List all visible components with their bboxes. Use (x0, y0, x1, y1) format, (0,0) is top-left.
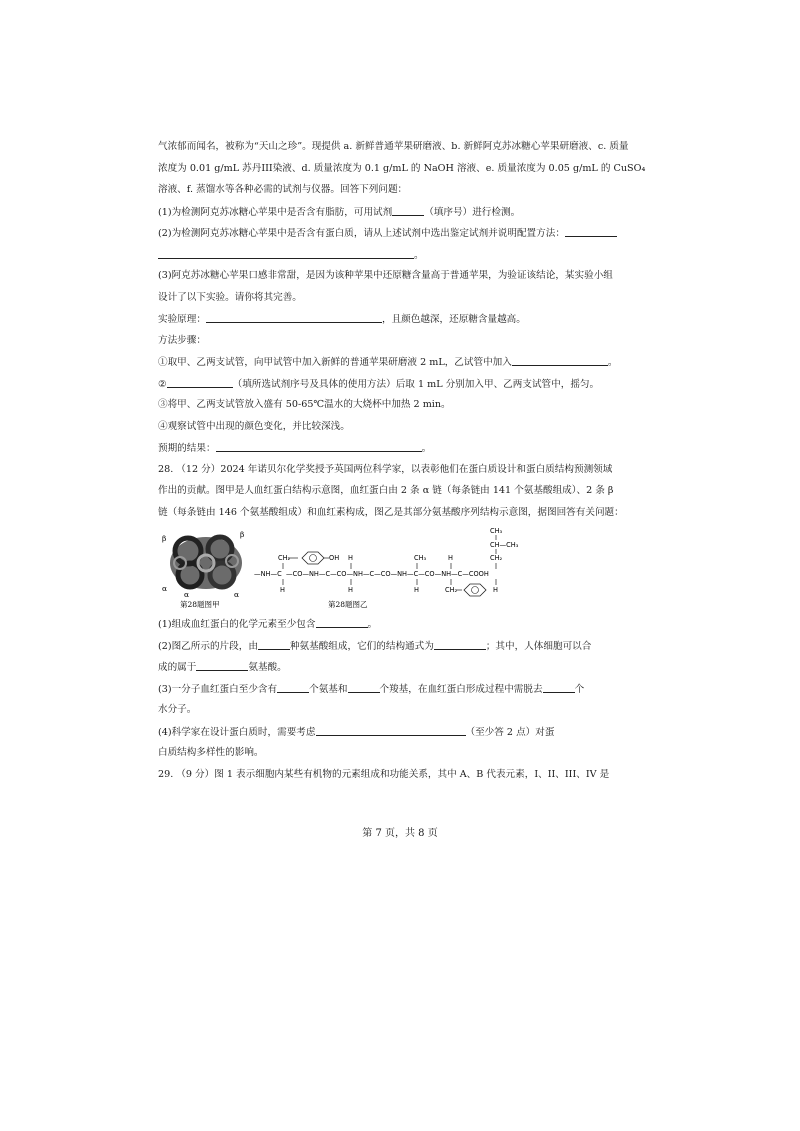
step2-after: （填所选试剂序号及具体的使用方法）后取 1 mL 分别加入甲、乙两支试管中，摇匀。 (232, 378, 600, 390)
page-footer: 第 7 页，共 8 页 (362, 828, 438, 839)
h-label: H (493, 586, 498, 594)
figure-28-svg (158, 527, 650, 609)
p2b-text-b: 氨基酸。 (248, 662, 287, 673)
ch-ch3-label: CH—CH₃ (490, 541, 519, 549)
ch3-label: CH₃ (490, 527, 503, 535)
p2-text-a: (2)图乙所示的片段，由 (158, 640, 258, 652)
alpha-label: α (234, 590, 240, 599)
caption-figure-b: 第28题图乙 (328, 600, 368, 609)
p3-text-b: 个氨基和 (309, 683, 348, 695)
answer-blank[interactable] (216, 441, 422, 452)
part-4 (158, 725, 650, 738)
p2b-text-a: 成的属于 (158, 662, 197, 673)
peptide-structure (254, 527, 519, 596)
p3-text-c: 个羧基，在血红蛋白形成过程中需脱去 (379, 683, 543, 695)
step-3: ③将甲、乙两支试管放入盛有 50-65℃温水的大烧杯中加热 2 min。 (158, 399, 451, 410)
p1-text: (1)组成血红蛋白的化学元素至少包含 (158, 619, 316, 630)
chain-start: —NH—C (254, 570, 282, 578)
q1-text: (1)为检测阿克苏冰糖心苹果中是否含有脂肪，可用试剂 (158, 206, 393, 218)
answer-blank[interactable] (316, 617, 368, 628)
h-label: H (448, 554, 453, 562)
step-2 (158, 377, 650, 390)
p4-text-a: (4)科学家在设计蛋白质时，需要考虑 (158, 726, 316, 738)
p2-text-c: ；其中，人体细胞可以合 (485, 640, 592, 652)
beta-label: β (162, 534, 167, 543)
step1-end: 。 (607, 357, 618, 368)
question-2 (158, 226, 650, 239)
part-3-cont: 水分子。 (158, 704, 197, 715)
answer-blank[interactable] (434, 639, 486, 650)
part-1 (158, 617, 650, 630)
principle-after: ，且颜色越深，还原糖含量越高。 (381, 314, 526, 325)
answer-blank[interactable] (158, 248, 414, 259)
principle-label: 实验原理： (158, 314, 206, 325)
intro-line-3: 溶液、f. 蒸馏水等各种必需的试剂与仪器。回答下列问题： (158, 184, 408, 195)
p3-text-d: 个 (574, 683, 585, 695)
ch2-label: CH₂ (278, 554, 291, 562)
expected-end: 。 (421, 443, 432, 454)
step2-start: ② (158, 378, 167, 390)
question-1 (158, 205, 650, 218)
part-2 (158, 639, 650, 652)
benzene-ring-icon (302, 552, 324, 564)
question-28-line-2: 作出的贡献。图甲是人血红蛋白结构示意图，血红蛋白由 2 条 α 链（每条链由 141 个氨基酸组成）、2 条 β (158, 485, 614, 496)
answer-blank[interactable] (316, 725, 466, 736)
question-28-line-1: 28. （12 分）2024 年诺贝尔化学奖授予英国两位科学家，以表彰他们在蛋白质设计和蛋白质结构预测领域 (158, 463, 613, 475)
question-3-line-1: (3)阿克苏冰糖心苹果口感非常甜，是因为该种苹果中还原糖含量高于普通苹果，为验证该结论，某实验小组 (158, 270, 613, 281)
answer-blank[interactable] (258, 639, 290, 650)
answer-blank[interactable] (565, 226, 617, 237)
step-4: ④观察试管中出现的颜色变化，并比较深浅。 (158, 420, 350, 432)
step-1 (158, 355, 650, 368)
expected-label: 预期的结果： (158, 443, 216, 454)
answer-blank[interactable] (543, 682, 575, 693)
chain-body: —CO—NH—C—CO—NH—C—CO—NH—C—CO—NH—C—COOH (286, 570, 489, 578)
experiment-principle (158, 312, 650, 325)
h-label: H (348, 554, 353, 562)
intro-line-1: 气浓郁而闻名，被称为“天山之珍”。现提供 a. 新鲜普通苹果研磨液、b. 新鲜阿克苏冰糖心苹果研磨液、c. 质量 (158, 141, 629, 152)
p3-text-a: (3)一分子血红蛋白至少含有 (158, 683, 278, 695)
alpha-label: α (184, 590, 190, 599)
answer-blank[interactable] (206, 312, 382, 323)
question-2-cont (158, 248, 650, 261)
answer-blank[interactable] (512, 355, 608, 366)
answer-blank[interactable] (167, 377, 233, 388)
hemoglobin-illustration (170, 537, 242, 589)
h-label: H (348, 586, 353, 594)
part-4-cont: 白质结构多样性的影响。 (158, 747, 264, 758)
question-3-line-2: 设计了以下实验。请你将其完善。 (158, 291, 302, 303)
page-content (158, 140, 650, 789)
caption-figure-a: 第28题图甲 (180, 600, 220, 609)
answer-blank[interactable] (348, 682, 380, 693)
step1-text: ①取甲、乙两支试管，向甲试管中加入新鲜的普通苹果研磨液 2 mL，乙试管中加入 (158, 357, 512, 368)
expected-result (158, 441, 650, 454)
q2-end: 。 (414, 249, 424, 261)
answer-blank[interactable] (277, 682, 309, 693)
alpha-label: α (162, 584, 168, 593)
q2-text: (2)为检测阿克苏冰糖心苹果中是否含有蛋白质，请从上述试剂中选出鉴定试剂并说明配置方法： (158, 228, 565, 239)
part-3 (158, 682, 650, 695)
ch2-label: CH₂ (490, 554, 503, 562)
intro-line-2: 浓度为 0.01 g/mL 苏丹III染液、d. 质量浓度为 0.1 g/mL 的 NaOH 溶液、e. 质量浓度为 0.05 g/mL 的 CuSO₄ (158, 162, 646, 174)
ch3-label: CH₃ (414, 554, 427, 562)
answer-blank[interactable] (392, 205, 424, 216)
oh-label: OH (329, 554, 340, 562)
h-label: H (280, 586, 285, 594)
method-heading: 方法步骤： (158, 334, 206, 346)
h-label: H (414, 586, 419, 594)
answer-blank[interactable] (196, 660, 248, 671)
part-2-cont (158, 660, 650, 673)
ch2-label: CH₂ (445, 586, 458, 594)
question-29: 29. （9 分）图 1 表示细胞内某些有机物的元素组成和功能关系，其中 A、B 代表元素，I、II、III、IV 是 (158, 768, 610, 780)
figure-28 (158, 527, 650, 609)
question-28-line-3: 链（每条链由 146 个氨基酸组成）和血红素构成，图乙是其部分氨基酸序列结构示意图，据图回答有关问题： (158, 506, 624, 518)
p1-end: 。 (367, 619, 378, 630)
beta-label: β (240, 530, 245, 539)
p4-text-b: （至少答 2 点）对蛋 (465, 726, 555, 738)
benzene-ring-icon (464, 584, 486, 596)
p2-text-b: 种氨基酸组成，它们的结构通式为 (289, 640, 434, 652)
q1-text-after: （填序号）进行检测。 (424, 206, 521, 218)
